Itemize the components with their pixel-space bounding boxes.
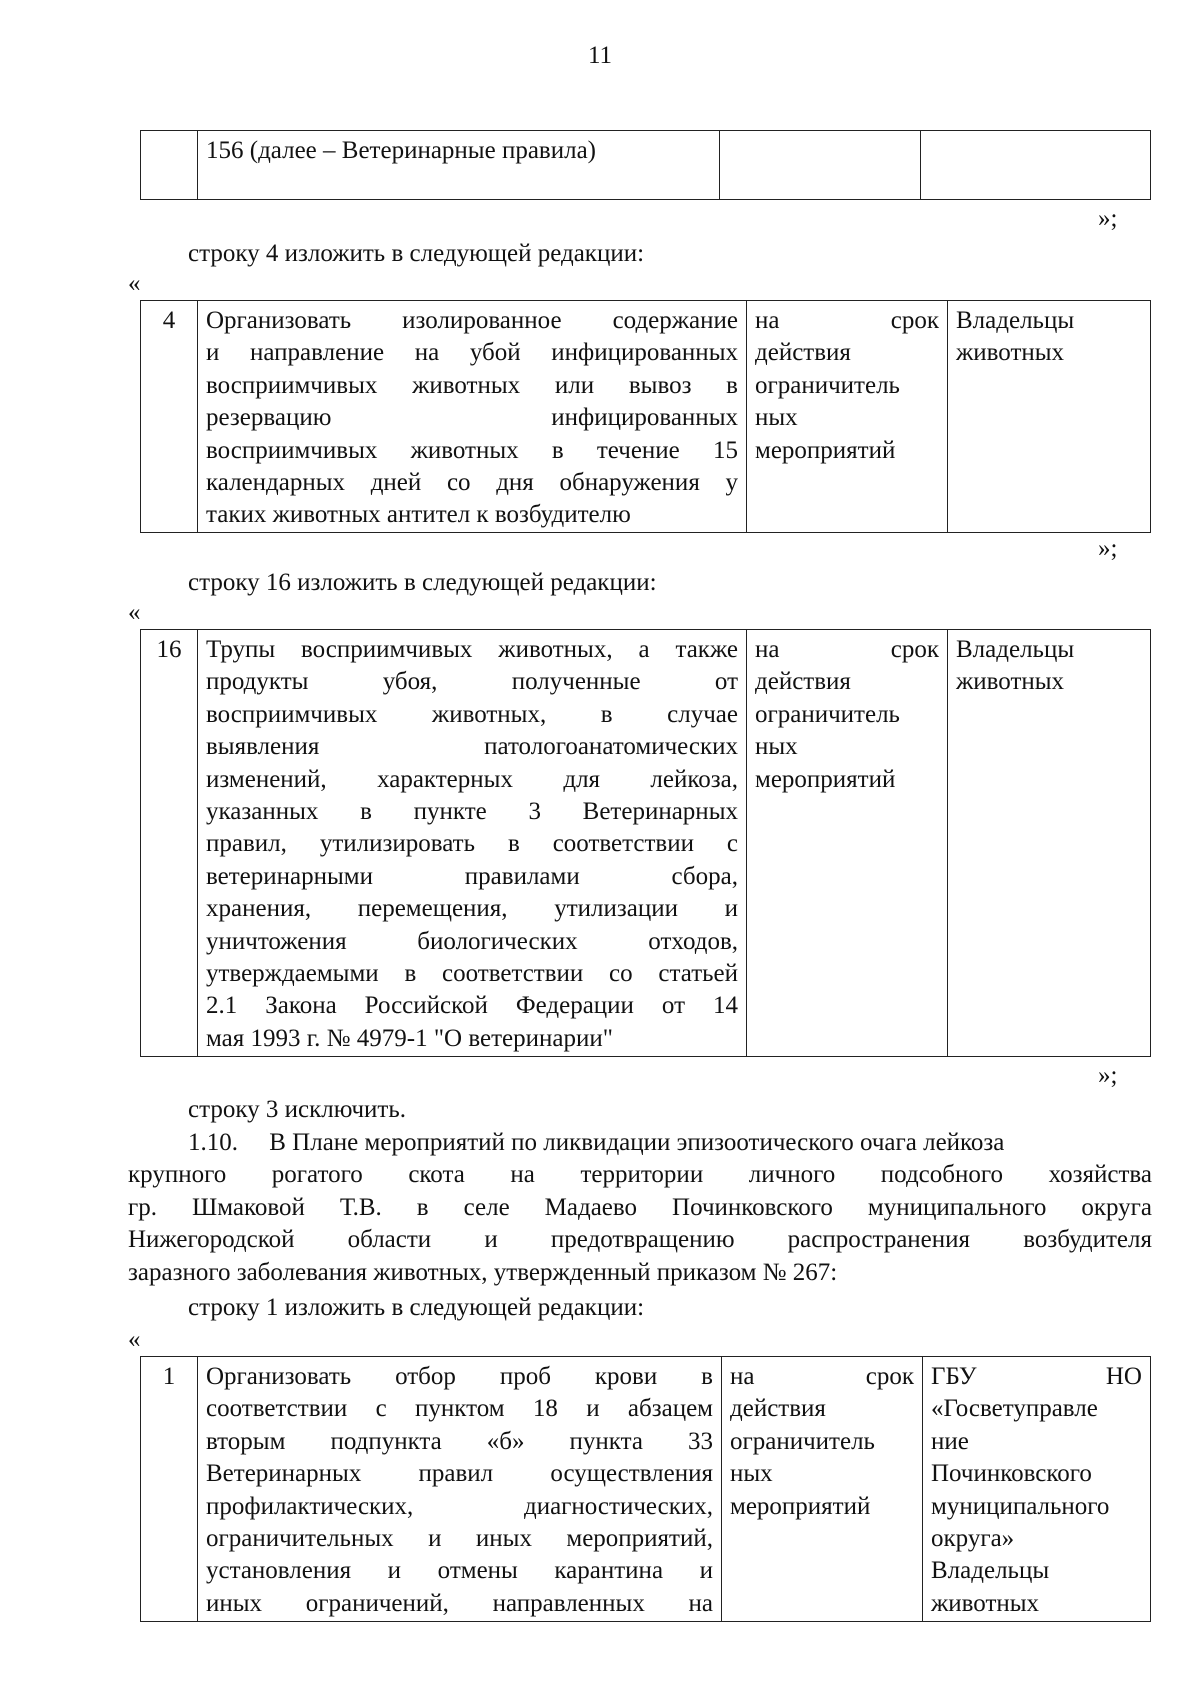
table-row-16 bbox=[140, 629, 1151, 1057]
text-line: Трупы восприимчивых животных, а также bbox=[206, 636, 738, 663]
text-line: восприимчивых животных в течение 15 bbox=[206, 436, 738, 464]
instruction-row-3: строку 3 исключить. bbox=[188, 1096, 406, 1123]
row-number-cell: 1 bbox=[141, 1357, 198, 1622]
measure-cell bbox=[198, 1357, 722, 1622]
text-line: резервацию инфицированных bbox=[206, 404, 738, 432]
text-line: и направление на убой инфицированных bbox=[206, 339, 738, 367]
text-line: действия bbox=[755, 668, 851, 696]
text-line: восприимчивых животных, в случае bbox=[206, 700, 738, 728]
term-cell bbox=[722, 1357, 923, 1622]
text-line: Владельцы bbox=[956, 307, 1075, 334]
text-line: установления и отмены карантина и bbox=[206, 1557, 713, 1585]
text-line: Ветеринарных правил осуществления bbox=[206, 1460, 713, 1488]
instruction-row-4: строку 4 изложить в следующей редакции: bbox=[188, 240, 645, 267]
table-row-1 bbox=[140, 1356, 1151, 1622]
text-line: на срок bbox=[755, 636, 939, 663]
text-line: Владельцы bbox=[931, 1557, 1050, 1585]
text-line: указанных в пункте 3 Ветеринарных bbox=[206, 798, 738, 826]
text-line: на срок bbox=[755, 307, 939, 334]
text-line: животных bbox=[956, 339, 1065, 367]
term-cell bbox=[747, 301, 948, 533]
text-line: ограничитель bbox=[755, 700, 900, 728]
text-line: 156 (далее – Ветеринарные правила) bbox=[206, 137, 597, 164]
text-line: на срок bbox=[730, 1363, 914, 1390]
text-line: 2.1 Закона Российской Федерации от 14 bbox=[206, 992, 738, 1020]
text-line: Организовать отбор проб крови в bbox=[206, 1363, 713, 1390]
text-line: Организовать изолированное содержание bbox=[206, 307, 738, 334]
text-line: мероприятий bbox=[730, 1492, 871, 1520]
closing-quote: »; bbox=[1098, 535, 1118, 562]
text-line: животных bbox=[931, 1589, 1040, 1617]
paragraph-1-10 bbox=[128, 1127, 1152, 1289]
row-number-cell: 4 bbox=[141, 301, 198, 533]
table-row-4 bbox=[140, 300, 1151, 533]
responsible-cell bbox=[948, 301, 1151, 533]
text-line: таких животных антител к возбудителю bbox=[206, 501, 631, 529]
text-line: заразного заболевания животных, утвержденный приказом № 267: bbox=[128, 1258, 838, 1286]
term-cell bbox=[747, 630, 948, 1057]
text-line: восприимчивых животных или вывоз в bbox=[206, 371, 738, 399]
text-line: Владельцы bbox=[956, 636, 1075, 663]
text-line: «Госветуправле bbox=[931, 1395, 1098, 1423]
text-line: ние bbox=[931, 1427, 969, 1455]
closing-quote: »; bbox=[1098, 1062, 1118, 1089]
text-line: ограничитель bbox=[730, 1427, 875, 1455]
text-line: ГБУ НО bbox=[931, 1363, 1142, 1390]
text-line: ных bbox=[755, 404, 798, 432]
text-line: изменений, характерных для лейкоза, bbox=[206, 765, 738, 793]
text-line: 1.10. В Плане мероприятий по ликвидации эпизоотического очага лейкоза bbox=[188, 1129, 1005, 1156]
table-row bbox=[141, 1357, 1151, 1622]
text-line: крупного рогатого скота на территории личного подсобного хозяйства bbox=[128, 1161, 1152, 1189]
responsible-cell bbox=[948, 630, 1151, 1057]
measure-cell bbox=[198, 131, 720, 200]
text-line: профилактических, диагностических, bbox=[206, 1492, 713, 1520]
text-line: календарных дней со дня обнаружения у bbox=[206, 469, 738, 497]
responsible-cell bbox=[923, 1357, 1151, 1622]
table-row bbox=[141, 301, 1151, 533]
text-line: соответствии с пунктом 18 и абзацем bbox=[206, 1395, 713, 1423]
text-line: муниципального bbox=[931, 1492, 1110, 1520]
instruction-row-16: строку 16 изложить в следующей редакции: bbox=[188, 569, 657, 596]
text-line: выявления патологоанатомических bbox=[206, 733, 738, 761]
text-line: округа» bbox=[931, 1525, 1015, 1553]
text-line: хранения, перемещения, утилизации и bbox=[206, 895, 738, 923]
row-number-cell bbox=[141, 131, 198, 200]
text-line: животных bbox=[956, 668, 1065, 696]
text-line: Нижегородской области и предотвращению распространения возбудителя bbox=[128, 1226, 1152, 1254]
closing-quote: »; bbox=[1098, 205, 1118, 232]
text-line: ветеринарными правилами сбора, bbox=[206, 862, 738, 890]
text-line: мероприятий bbox=[755, 436, 896, 464]
text-line: правил, утилизировать в соответствии с bbox=[206, 830, 738, 858]
text-line: вторым подпункта «б» пункта 33 bbox=[206, 1427, 713, 1455]
row-number-cell: 16 bbox=[141, 630, 198, 1057]
text-line: продукты убоя, полученные от bbox=[206, 668, 738, 696]
opening-quote: « bbox=[128, 1326, 141, 1353]
measure-cell bbox=[198, 630, 747, 1057]
term-cell bbox=[720, 131, 921, 200]
opening-quote: « bbox=[128, 599, 141, 626]
table-row bbox=[141, 630, 1151, 1057]
page-number: 11 bbox=[587, 42, 613, 69]
text-line: ограничительных и иных мероприятий, bbox=[206, 1525, 713, 1553]
text-line: ных bbox=[730, 1460, 773, 1488]
text-line: Починковского bbox=[931, 1460, 1092, 1488]
text-line: иных ограничений, направленных на bbox=[206, 1589, 713, 1617]
text-line: мероприятий bbox=[755, 765, 896, 793]
opening-quote: « bbox=[128, 270, 141, 297]
text-line: действия bbox=[755, 339, 851, 367]
measure-cell bbox=[198, 301, 747, 533]
text-line: мая 1993 г. № 4979-1 "О ветеринарии" bbox=[206, 1024, 613, 1052]
text-line: ных bbox=[755, 733, 798, 761]
text-line: уничтожения биологических отходов, bbox=[206, 927, 738, 955]
text-line: действия bbox=[730, 1395, 826, 1423]
table-row bbox=[141, 131, 1151, 200]
text-line: ограничитель bbox=[755, 371, 900, 399]
responsible-cell bbox=[921, 131, 1151, 200]
text-line: гр. Шмаковой Т.В. в селе Мадаево Починковского муниципального округа bbox=[128, 1193, 1152, 1221]
instruction-row-1: строку 1 изложить в следующей редакции: bbox=[188, 1294, 645, 1321]
table-continuation bbox=[140, 130, 1151, 200]
text-line: утверждаемыми в соответствии со статьей bbox=[206, 960, 738, 988]
